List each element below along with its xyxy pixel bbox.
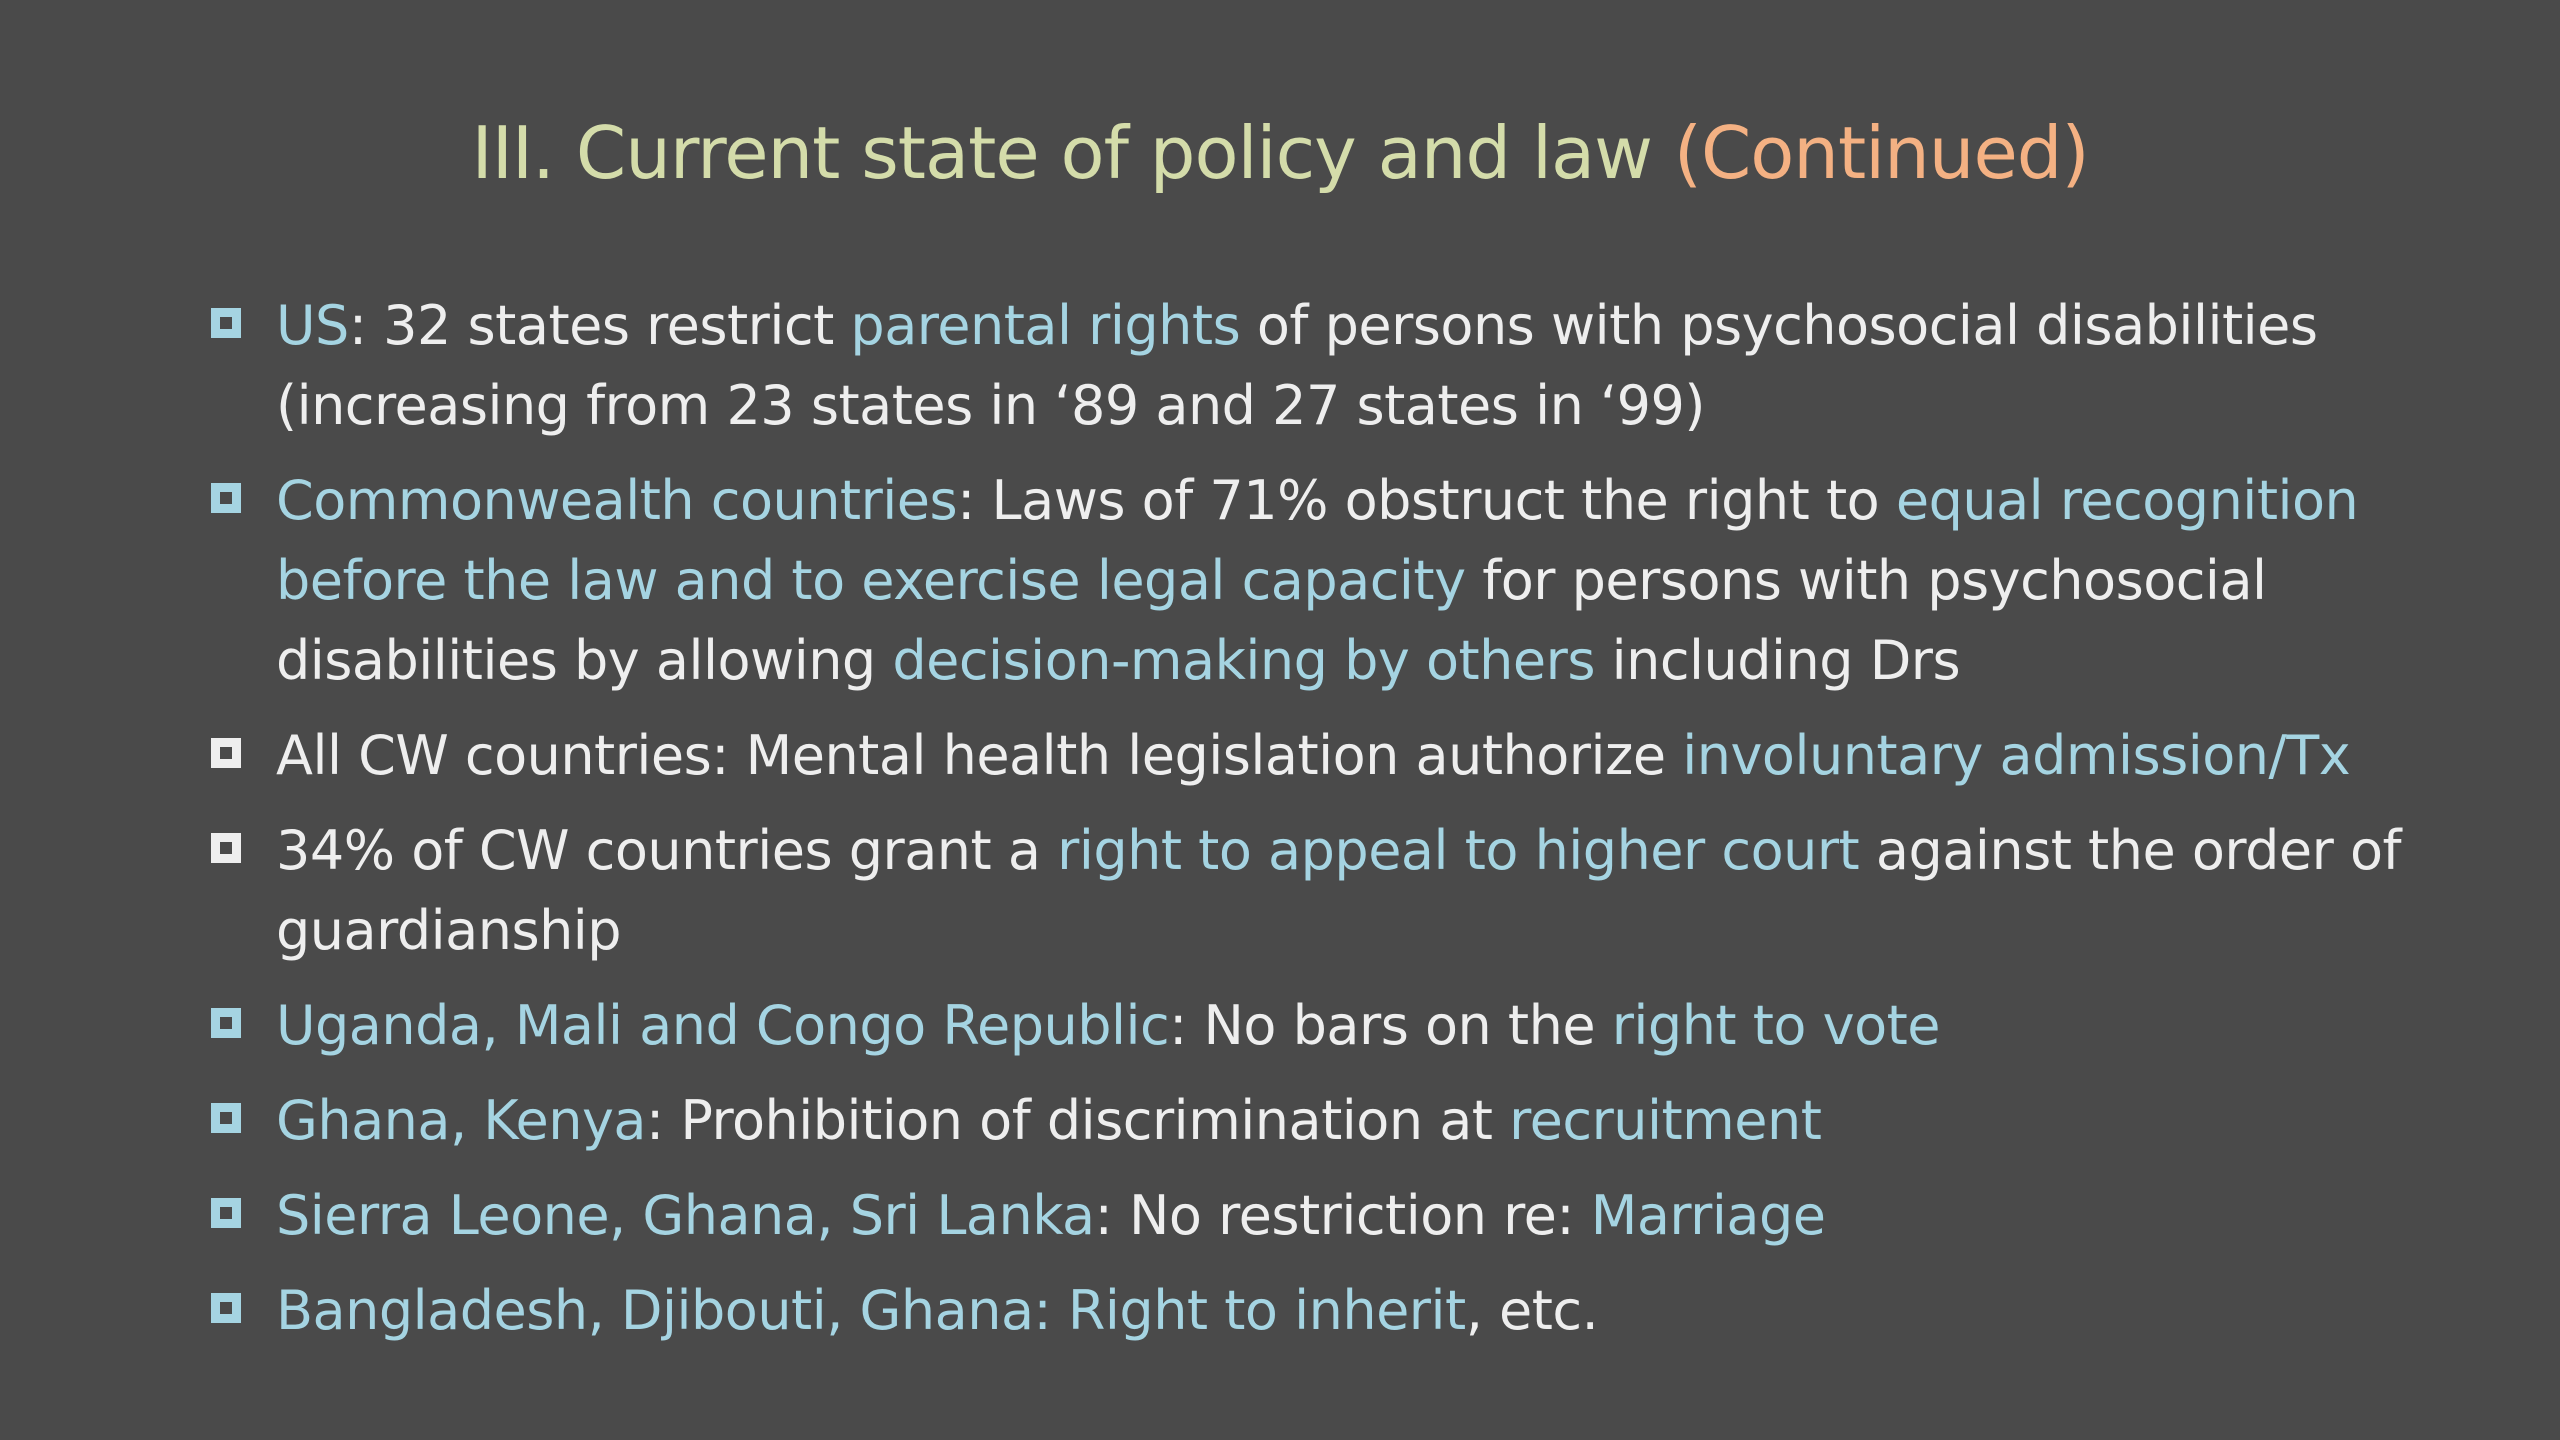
square-bullet-icon — [211, 483, 241, 513]
bullet-segment: : Laws of 71% obstruct the right to — [957, 469, 1896, 532]
bullet-segment: : No bars on the — [1169, 994, 1612, 1057]
bullet-segment: Uganda, Mali and Congo Republic — [276, 994, 1170, 1057]
bullet-segment: US — [276, 294, 349, 357]
square-bullet-icon — [211, 308, 241, 338]
bullet-item-appeal — [208, 811, 2448, 971]
square-bullet-icon — [211, 833, 241, 863]
bullet-text — [276, 469, 2358, 692]
slide-title-main: III. Current state of policy and law — [471, 111, 1674, 195]
bullet-segment: : 32 states restrict — [348, 294, 851, 357]
bullet-segment: for persons with psychosocial disabilities by allowing — [276, 549, 2267, 692]
bullet-segment: involuntary admission/Tx — [1682, 724, 2351, 787]
bullet-segment: including Drs — [1594, 629, 1961, 692]
bullet-segment: right to appeal to higher court — [1057, 819, 1860, 882]
bullet-text — [276, 294, 2317, 437]
bullet-segment: recruitment — [1509, 1089, 1822, 1152]
bullet-segment: Bangladesh, Djibouti, Ghana: Right to inherit — [276, 1279, 1466, 1342]
bullet-segment: decision-making by others — [892, 629, 1595, 692]
bullet-segment: 34% of CW countries grant a — [276, 819, 1058, 882]
bullet-item-us — [208, 286, 2448, 446]
bullet-segment: Ghana, Kenya — [276, 1089, 647, 1152]
bullet-segment: : Prohibition of discrimination at — [646, 1089, 1510, 1152]
square-bullet-icon — [211, 1008, 241, 1038]
square-bullet-icon — [211, 1198, 241, 1228]
square-bullet-icon — [211, 738, 241, 768]
bullet-text — [276, 1184, 1825, 1247]
bullet-segment: All CW countries: Mental health legislation authorize — [276, 724, 1683, 787]
bullet-item-vote — [208, 986, 2448, 1066]
bullet-item-inherit — [208, 1271, 2448, 1351]
bullet-segment: , etc. — [1465, 1279, 1599, 1342]
slide-title-continued: (Continued) — [1673, 111, 2089, 195]
bullet-segment: Sierra Leone, Ghana, Sri Lanka — [276, 1184, 1095, 1247]
bullet-text — [276, 1089, 1821, 1152]
bullet-segment: against the order of guardianship — [276, 819, 2402, 962]
bullet-segment: Commonwealth countries — [276, 469, 958, 532]
bullet-item-commonwealth — [208, 461, 2448, 701]
bullet-segment: right to vote — [1611, 994, 1941, 1057]
bullet-item-marriage — [208, 1176, 2448, 1256]
bullet-segment: of persons with psychosocial disabilities (increasing from 23 states in ‘89 and 27 states in ‘99) — [276, 294, 2318, 437]
bullet-text — [276, 724, 2350, 787]
bullet-list — [208, 286, 2448, 1366]
bullet-segment: equal recognition before the law and to exercise legal capacity — [276, 469, 2359, 612]
bullet-text — [276, 1279, 1598, 1342]
square-bullet-icon — [211, 1103, 241, 1133]
bullet-segment: : No restriction re: — [1094, 1184, 1591, 1247]
bullet-item-all-cw — [208, 716, 2448, 796]
bullet-text — [276, 994, 1940, 1057]
bullet-item-recruitment — [208, 1081, 2448, 1161]
bullet-segment: parental rights — [850, 294, 1241, 357]
bullet-segment: Marriage — [1590, 1184, 1826, 1247]
bullet-text — [276, 819, 2401, 962]
square-bullet-icon — [211, 1293, 241, 1323]
slide-title — [0, 98, 2560, 208]
